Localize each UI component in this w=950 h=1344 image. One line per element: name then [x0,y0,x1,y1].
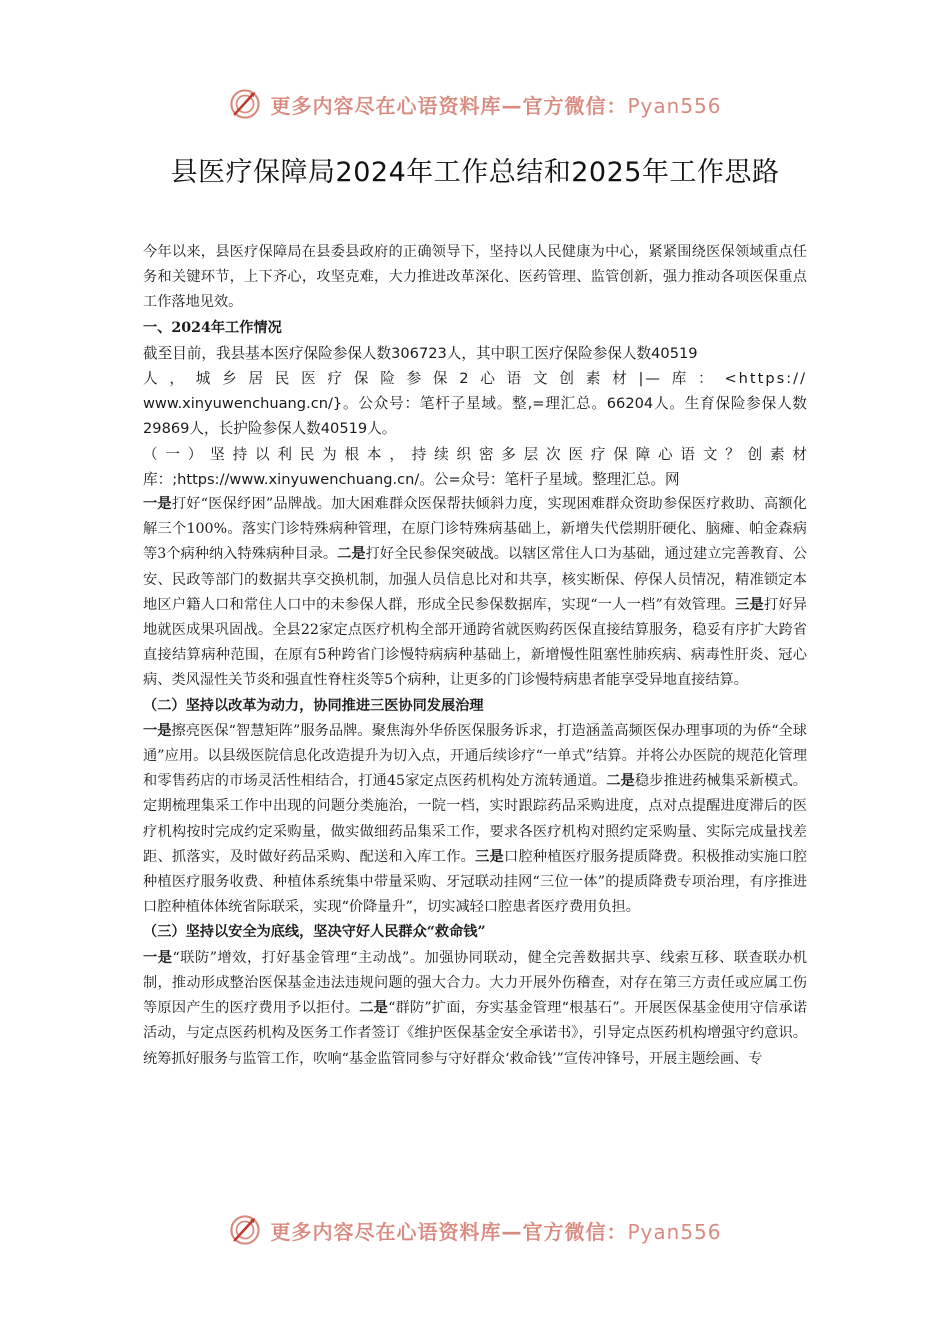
logo-icon [228,87,262,121]
lead-label: 一是 [143,949,173,966]
stats-line: www.xinyuwenchuang.cn/}。公众号：笔杆子星域。整,=理汇总。66204人。生育保险参保人数29869人，长护险参保人数40519人。 [143,395,807,438]
banner-handle: Pyan556 [627,93,722,118]
intro-paragraph: 今年以来，县医疗保障局在县委县政府的正确领导下，坚持以人民健康为中心，紧紧围绕医保领域重点任务和关键环节，上下齐心，攻坚克难，大力推进改革深化、医药管理、监管创新，强力推动各项医保重点工作落地见效。 [143,244,807,311]
stats-line: 截至目前，我县基本医疗保险参保人数306723人，其中职工医疗保险参保人数40519 [143,344,698,362]
page-title: 县医疗保障局2024年工作总结和2025年工作思路 [170,157,780,188]
footer-banner [0,1210,950,1250]
section-heading: 一、2024年工作情况 [143,319,282,336]
paragraph [143,946,807,1072]
header-banner [0,84,950,124]
paragraph-text: “联防”增效，打好基金管理“主动战”。加强协同联动，健全完善数据共享、线索互移、联查联办机制，推动形成整治医保基金违法违规问题的强大合力。大力开展外伤稽查，对存在第三方责任或应属工伤等原因产生的医疗费用予以拒付。 [143,949,807,1017]
lead-label: 一是 [143,496,172,513]
banner-label: 更多内容尽在心语资料库—官方微信： [270,93,628,118]
subsection-heading: （一）坚持以利民为根本，持续织密多层次医疗保障心语文？创素材库：;https://www.xinyuwenchuang.cn/。公=众号：笔杆子星域。整理汇总。网 [143,445,807,488]
lead-label: 三是 [475,848,504,865]
banner-handle: Pyan556 [627,1219,722,1244]
paragraph-text: 打好异地就医成果巩固战。全县22家定点医疗机构全部开通跨省就医购药医保直接结算服务，稳妥有序扩大跨省直接结算病种范围，在原有5种跨省门诊慢特病病种基础上，新增慢性阻塞性肺疾病、病毒性肝炎、冠心病、类风湿性关节炎和强直性脊柱炎等5个病种，让更多的门诊慢特病患者能享受异地直接结算。 [143,596,807,689]
lead-label: 三是 [735,596,764,613]
paragraph-text: 擦亮医保“智慧矩阵”服务品牌。聚焦海外华侨医保服务诉求，打造涵盖高频医保办理事项的为侨“全球通”应用。以县级医院信息化改造提升为切入点，开通后续诊疗“一单式”结算。并将公办医院的规范化管理和零售药店的市场灵活性相结合，打通45家定点医药机构处方流转通道。 [143,722,807,790]
paragraph-text: 打好“医保纾困”品牌战。加大困难群众医保帮扶倾斜力度，实现困难群众资助参保医疗救助、高额化解三个100%。落实门诊特殊病种管理，在原门诊特殊病基础上，新增失代偿期肝硬化、脑瘫、帕金森病等3个病种纳入特殊病种目录。 [143,496,807,563]
stats-line: 人，城乡居民医疗保险参保2心语文创素材|—库：<https:// [143,370,807,388]
subsection-heading: （三）坚持以安全为底线，坚决守好人民群众“救命钱” [143,924,486,941]
banner-text [270,1216,721,1245]
paragraph [143,719,807,921]
banner-label: 更多内容尽在心语资料库—官方微信： [270,1219,628,1244]
document-body [143,240,807,1072]
banner-text [270,90,721,119]
paragraph-text: 稳步推进药械集采新模式。定期梳理集采工作中出现的问题分类施治，一院一档，实时跟踪药品采购进度，点对点提醒进度滞后的医疗机构按时完成约定采购量，做实做细药品集采工作，要求各医疗机构对照约定采购量、实际完成量找差距、抓落实，及时做好药品采购、配送和入库工作。 [143,773,807,865]
logo-icon [228,1213,262,1247]
stats-paragraph [143,341,807,442]
paragraph-text: 打好全民参保突破战。以辖区常住人口为基础，通过建立完善教育、公安、民政等部门的数据共享交换机制，加强人员信息比对和共享，核实断保、停保人员情况，精准锁定本地区户籍人口和常住人口中的未参保人群，形成全民参保数据库，实现“一人一档”有效管理。 [143,546,807,613]
subsection-heading: （二）坚持以改革为动力，协同推进三医协同发展治理 [143,697,484,714]
paragraph [143,492,807,694]
lead-label: 二是 [337,546,366,563]
paragraph-text: 口腔种植医疗服务提质降费。积极推动实施口腔种植医疗服务收费、种植体系统集中带量采购、牙冠联动挂网“三位一体”的提质降费专项治理，有序推进口腔种植体体统省际联采，实现“价降量升”，切实减轻口腔患者医疗费用负担。 [143,848,807,916]
lead-label: 二是 [606,773,635,790]
lead-label: 一是 [143,722,172,739]
lead-label: 二是 [359,1000,389,1017]
paragraph-text: “群防”扩面，夯实基金管理“根基石”。开展医保基金使用守信承诺活动，与定点医药机构及医务工作者签订《维护医保基金安全承诺书》，引导定点医药机构增强守约意识。统筹抓好服务与监管工作，吹响“基金监管同参与守好群众‘救命钱’”宣传冲锋号，开展主题绘画、专 [143,1000,807,1067]
